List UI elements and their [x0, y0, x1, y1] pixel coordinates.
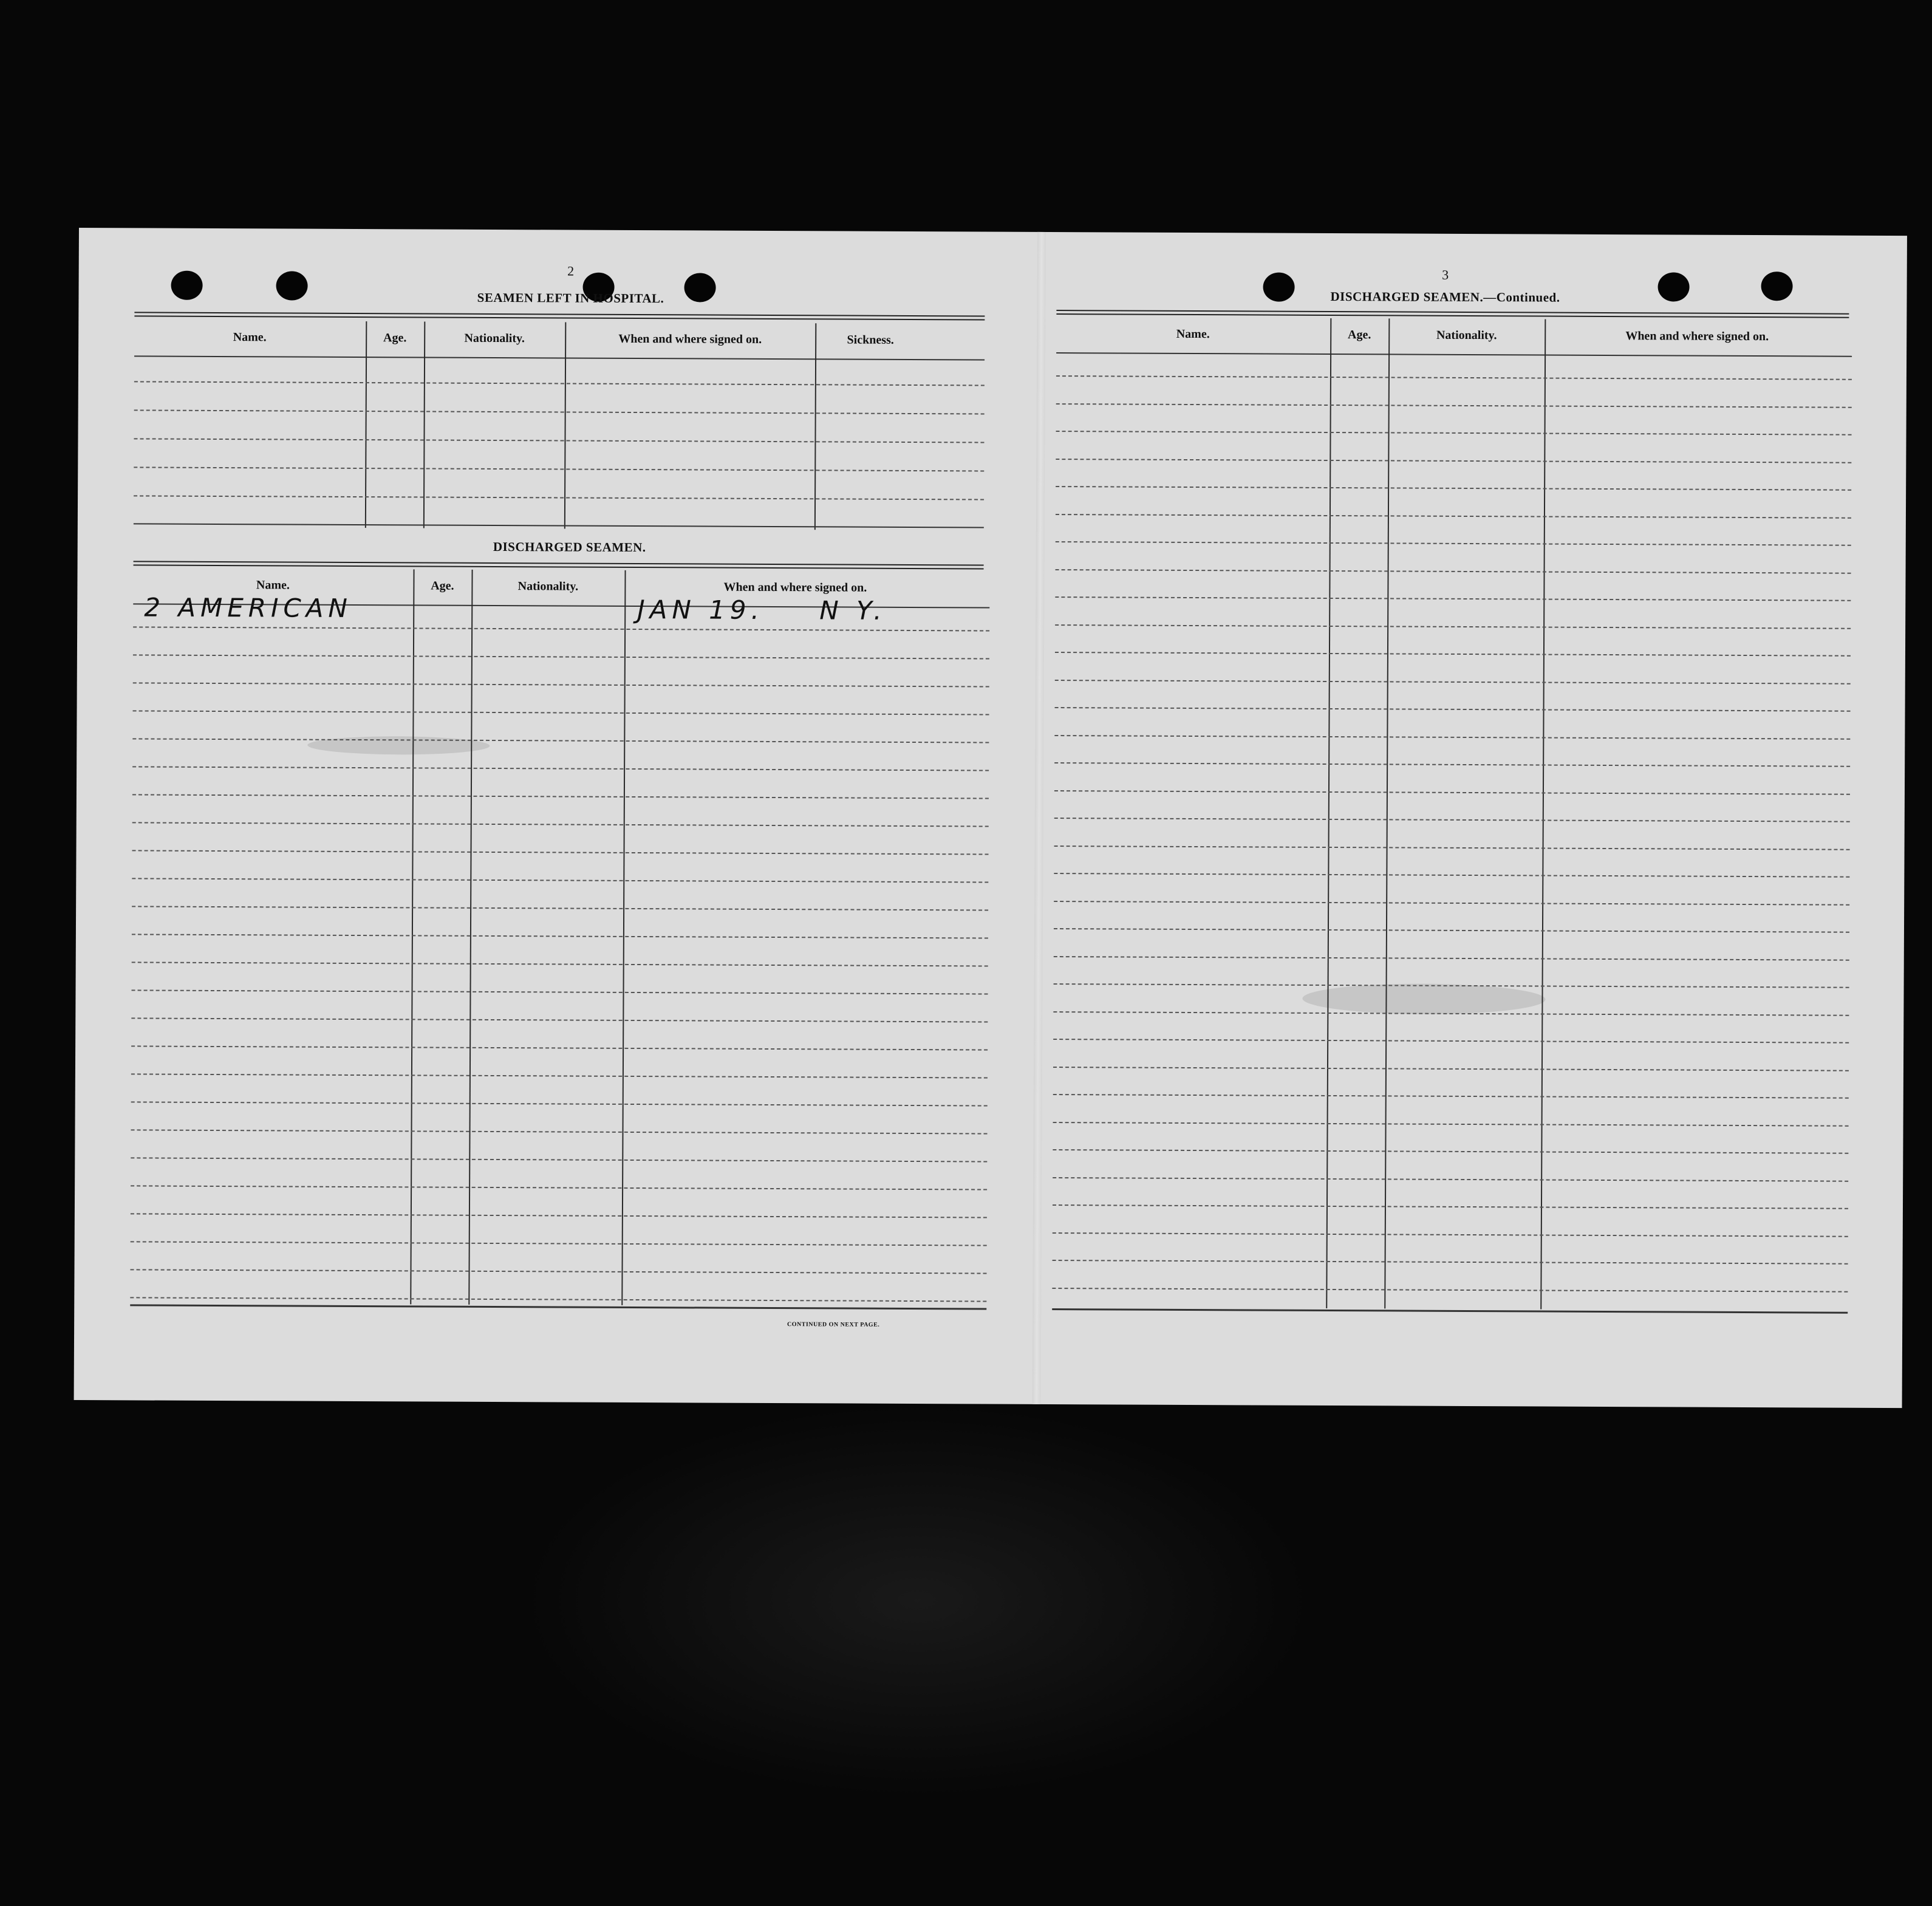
column-divider	[1326, 318, 1331, 1308]
ruled-line	[1053, 1067, 1849, 1071]
ruled-line	[131, 1045, 988, 1050]
ruled-line	[1055, 680, 1851, 685]
col-header-name: Name.	[233, 330, 267, 344]
ruled-line	[134, 466, 984, 471]
punch-hole	[1761, 272, 1793, 301]
ruled-line	[1053, 1177, 1848, 1182]
ruled-line	[1054, 845, 1850, 850]
col-header-age: Age.	[383, 331, 407, 345]
page-number-right: 3	[1442, 267, 1449, 282]
punch-hole	[171, 271, 202, 300]
document-sheet	[74, 228, 1907, 1408]
col-header-name: Name.	[256, 578, 290, 592]
ruled-line	[1056, 569, 1851, 574]
ruled-line	[133, 710, 989, 715]
handwritten-entry-place: N Y.	[819, 595, 887, 626]
ruled-line	[132, 766, 989, 771]
ruled-line	[1056, 403, 1852, 408]
ruled-line	[1054, 956, 1849, 961]
discharged-table-right	[1052, 317, 1852, 1317]
ruled-line	[1054, 873, 1849, 878]
ruled-line	[131, 1157, 987, 1162]
ruled-line	[131, 1269, 987, 1274]
discharged-table-left	[130, 568, 989, 1313]
ruled-line	[132, 878, 988, 883]
ruled-line	[1053, 1232, 1848, 1237]
ruled-line	[133, 682, 989, 687]
col-header-signed-on: When and where signed on.	[1625, 329, 1769, 344]
ruled-line	[1054, 928, 1849, 933]
column-divider	[621, 570, 626, 1305]
title-rule	[134, 312, 985, 320]
column-divider	[1384, 318, 1390, 1308]
ruled-line	[1055, 652, 1851, 657]
ruled-line	[1054, 983, 1849, 988]
ruled-line	[132, 738, 989, 743]
hospital-table	[134, 320, 985, 530]
col-header-sickness: Sickness.	[847, 333, 894, 347]
col-header-age: Age.	[1348, 328, 1371, 342]
ruled-line	[1055, 624, 1851, 629]
ruled-line	[1055, 707, 1851, 712]
ruled-line	[132, 850, 989, 855]
title-rule	[1056, 310, 1849, 318]
continued-note: CONTINUED ON NEXT PAGE.	[787, 1321, 880, 1328]
ruled-line	[1056, 375, 1852, 380]
punch-hole	[276, 271, 307, 300]
col-header-signed-on: When and where signed on.	[618, 332, 762, 346]
ruled-line	[1056, 486, 1851, 491]
col-header-nationality: Nationality.	[517, 579, 579, 593]
ruled-line	[1056, 514, 1851, 519]
ruled-line	[1052, 1288, 1848, 1293]
ruled-line	[1054, 901, 1849, 906]
ruled-line	[133, 626, 989, 631]
table-bottom-rule	[1052, 1308, 1848, 1314]
ruled-line	[132, 794, 989, 799]
ruled-line	[131, 1073, 988, 1078]
col-header-nationality: Nationality.	[464, 331, 525, 346]
ruled-line	[1054, 790, 1850, 795]
table-bottom-rule	[134, 523, 984, 528]
col-header-nationality: Nationality.	[1436, 328, 1497, 343]
ruled-line	[131, 1213, 987, 1218]
ruled-line	[1053, 1204, 1848, 1209]
table-bottom-rule	[130, 1304, 986, 1310]
ruled-line	[1053, 1149, 1848, 1154]
ruled-line	[1055, 596, 1851, 601]
col-header-name: Name.	[1176, 327, 1210, 341]
ruled-line	[1056, 431, 1852, 436]
column-divider	[410, 569, 414, 1304]
header-rule	[134, 355, 985, 360]
col-header-signed-on: When and where signed on.	[723, 580, 867, 595]
ruled-line	[134, 495, 984, 500]
ruled-line	[132, 962, 988, 966]
ruled-line	[132, 822, 989, 827]
discharged-section-title: DISCHARGED SEAMEN.	[493, 539, 646, 555]
ruled-line	[132, 934, 988, 938]
ruled-line	[1053, 1260, 1848, 1265]
right-page-title: DISCHARGED SEAMEN.—Continued.	[1330, 289, 1560, 305]
ruled-line	[133, 654, 989, 659]
ruled-line	[1053, 1094, 1849, 1099]
ruled-line	[131, 1101, 988, 1106]
ruled-line	[130, 1297, 986, 1302]
ruled-line	[1054, 762, 1850, 767]
ruled-line	[134, 381, 985, 386]
col-header-age: Age.	[431, 579, 454, 593]
page-fold	[1033, 232, 1046, 1404]
ruled-line	[132, 989, 988, 994]
background-shadow	[522, 1403, 1312, 1798]
ruled-line	[1053, 1039, 1849, 1044]
column-divider	[468, 570, 473, 1305]
ruled-line	[131, 1129, 988, 1134]
ruled-line	[1053, 1122, 1849, 1127]
header-rule	[1056, 352, 1852, 357]
ruled-line	[132, 906, 988, 910]
hospital-section-title: SEAMEN LEFT IN HOSPITAL.	[477, 290, 664, 306]
column-divider	[1540, 319, 1546, 1310]
ruled-line	[131, 1017, 988, 1022]
ruled-line	[134, 409, 985, 414]
ruled-line	[131, 1241, 987, 1246]
handwritten-entry-name: 2 AMERICAN	[144, 592, 353, 623]
ruled-line	[1056, 541, 1851, 546]
ruled-line	[1053, 1011, 1849, 1016]
ruled-line	[134, 438, 984, 443]
ruled-line	[1054, 818, 1850, 822]
ruled-line	[1056, 459, 1851, 463]
ruled-line	[1054, 735, 1850, 740]
punch-hole	[1657, 272, 1689, 301]
page-number-left: 2	[567, 263, 575, 279]
handwritten-entry-date: JAN 19.	[637, 595, 765, 625]
ruled-line	[131, 1185, 987, 1190]
